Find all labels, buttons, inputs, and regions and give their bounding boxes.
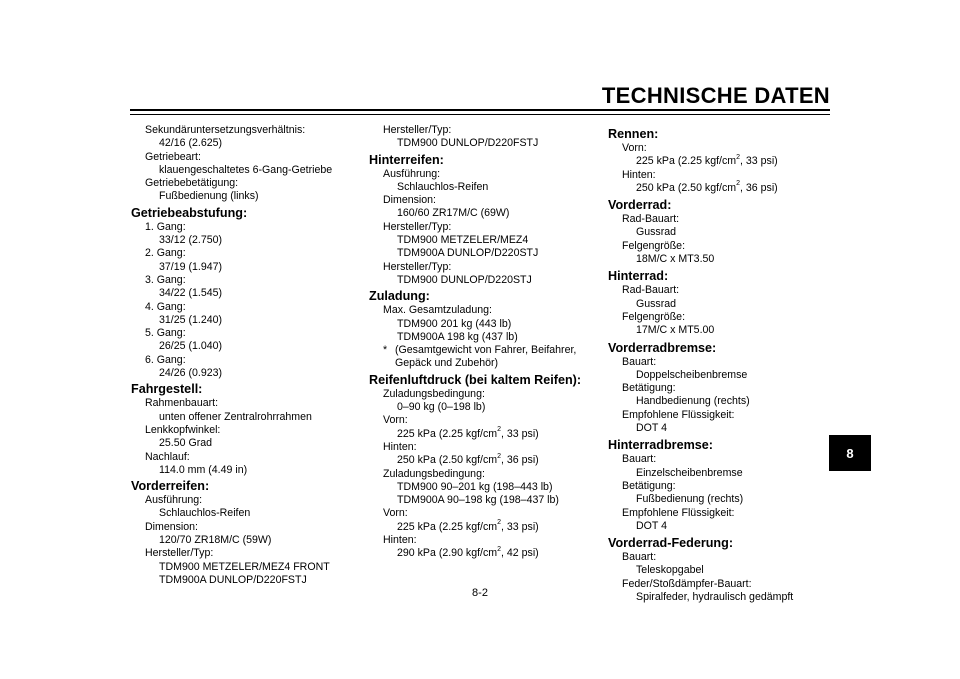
spec-label: Dimension: [383,194,436,207]
section-heading: Hinterreifen: [369,152,444,167]
spec-value: 114.0 mm (4.49 in) [159,463,248,476]
page-title: TECHNISCHE DATEN [601,83,830,108]
spec-value: Doppelscheibenbremse [636,368,748,381]
spec-value: Schlauchlos-Reifen [159,507,251,520]
spec-label: Vorn: [383,414,408,427]
spec-value: Einzelscheibenbremse [636,466,743,479]
spec-value: TDM900A DUNLOP/D220STJ [397,247,539,260]
spec-label: 4. Gang: [145,300,186,313]
spec-value: TDM900 DUNLOP/D220FSTJ [397,137,539,150]
section-heading: Fahrgestell: [131,382,203,397]
spec-value: TDM900A DUNLOP/D220FSTJ [159,573,307,586]
spec-label: Getriebeart: [145,150,201,163]
section-heading: Vorderrad-Federung: [608,536,734,551]
spec-value: 0–90 kg (0–198 lb) [397,401,486,414]
spec-label: Vorn: [383,507,408,520]
spec-value: 33/12 (2.750) [159,234,223,247]
spec-value: Spiralfeder, hydraulisch gedämpft [636,591,794,604]
spec-value: 225 kPa (2.25 kgf/$cm^2$, 33 psi) [397,519,539,533]
spec-label: Empfohlene Flüssigkeit: [622,408,735,421]
spec-label: Betätigung: [622,479,676,492]
footnote-marker: * [383,344,388,357]
footnote-text: (Gesamtgewicht von Fahrer, Beifahrer, Gepäck und Zubehör) [395,344,577,370]
spec-label: Dimension: [145,520,198,533]
spec-label: Rad-Bauart: [622,284,680,297]
spec-label: Vorn: [622,142,647,154]
spec-value: 26/25 (1.040) [159,340,223,353]
spec-label: Hersteller/Typ: [383,220,452,233]
section-heading: Vorderradbremse: [608,340,717,355]
spec-label: Lenkkopfwinkel: [145,423,221,436]
spec-label: Hinten: [622,168,656,181]
spec-value: 250 kPa (2.50 kgf/$cm^2$, 36 psi) [636,180,778,194]
spec-value: TDM900 90–201 kg (198–443 lb) [397,480,553,493]
spec-value: Fußbedienung (rechts) [636,493,744,506]
spec-label: Ausführung: [145,494,203,507]
spec-value: 17M/C x MT5.00 [636,324,715,337]
spec-label: Felgengröße: [622,239,686,252]
header-rule-thick [130,109,830,111]
spec-value: 24/26 (0.923) [159,367,223,380]
spec-label: 2. Gang: [145,247,186,260]
spec-label: Hinten: [383,440,417,453]
spec-label: Hersteller/Typ: [145,547,214,560]
spec-value: unten offener Zentralrohrrahmen [159,410,312,423]
spec-value: TDM900A 90–198 kg (198–437 lb) [397,494,559,507]
spec-value: 25.50 Grad [159,437,213,450]
spec-label: Sekundäruntersetzungsverhältnis: [145,124,306,136]
spec-label: Rahmenbauart: [145,397,219,410]
section-heading: Getriebeabstufung: [131,205,248,220]
section-heading: Hinterradbremse: [608,438,713,453]
spec-label: Bauart: [622,453,657,466]
spec-label: 5. Gang: [145,327,186,340]
spec-label: Zuladungsbedingung: [383,467,485,480]
spec-label: Felgengröße: [622,310,686,323]
spec-label: Getriebebetätigung: [145,177,239,190]
spec-value: 34/22 (1.545) [159,287,223,300]
spec-value: TDM900 DUNLOP/D220STJ [397,273,532,286]
footnote [369,344,594,371]
spec-label: 6. Gang: [145,353,186,366]
spec-label: Zuladungsbedingung: [383,387,485,400]
spec-value: 290 kPa (2.90 kgf/$cm^2$, 42 psi) [397,545,539,560]
spec-value: Gussrad [636,297,677,310]
section-heading: Zuladung: [369,289,430,304]
spec-value: 37/19 (1.947) [159,260,223,273]
spec-label: Max. Gesamtzuladung: [383,304,492,317]
spec-value: 250 kPa (2.50 kgf/$cm^2$, 36 psi) [397,452,539,467]
spec-value: 31/25 (1.240) [159,313,223,326]
spec-label: Nachlauf: [145,450,190,463]
spec-label: Feder/Stoßdämpfer-Bauart: [622,577,752,590]
spec-value: Gussrad [636,226,677,239]
spec-value: TDM900 METZELER/MEZ4 [397,234,529,247]
column-middle [369,124,594,561]
spec-value: 160/60 ZR17M/C (69W) [397,207,510,220]
spec-value: TDM900 201 kg (443 lb) [397,317,512,330]
spec-value: DOT 4 [636,519,668,532]
section-heading: Hinterrad: [608,269,669,284]
section-heading: Reifenluftdruck (bei kaltem Reifen): [369,372,582,387]
spec-value: TDM900 METZELER/MEZ4 FRONT [159,560,330,573]
spec-value: TDM900A 198 kg (437 lb) [397,330,518,343]
spec-label: Hinten: [383,534,417,547]
spec-value: Teleskopgabel [636,564,704,577]
column-left [131,124,356,587]
spec-value: 42/16 (2.625) [159,137,223,150]
spec-value: klauengeschaltetes 6-Gang-Getriebe [159,163,333,176]
spec-label: Hersteller/Typ: [383,260,452,273]
column-right [608,124,833,604]
spec-label: Empfohlene Flüssigkeit: [622,506,735,519]
section-heading: Vorderrad: [608,198,672,213]
spec-label: 1. Gang: [145,220,186,233]
spec-value: Handbedienung (rechts) [636,395,750,408]
spec-label: Bauart: [622,355,657,368]
spec-label: Ausführung: [383,167,441,180]
spec-label: Rad-Bauart: [622,213,680,226]
spec-value: Fußbedienung (links) [159,190,259,203]
spec-value: 225 kPa (2.25 kgf/$cm^2$, 33 psi) [636,153,778,168]
page-number: 8-2 [472,587,488,599]
section-heading: Rennen: [608,127,659,141]
spec-value: 120/70 ZR18M/C (59W) [159,534,272,547]
spec-label: 3. Gang: [145,273,186,286]
section-heading: Vorderreifen: [131,479,210,494]
spec-value: Schlauchlos-Reifen [397,180,489,193]
spec-value: 225 kPa (2.25 kgf/$cm^2$, 33 psi) [397,426,539,440]
section-tab: 8 [829,435,871,471]
spec-label: Hersteller/Typ: [383,124,452,136]
spec-value: DOT 4 [636,422,668,435]
spec-label: Bauart: [622,551,657,564]
spec-label: Betätigung: [622,382,676,395]
header-rule-thin [130,114,830,115]
spec-value: 18M/C x MT3.50 [636,253,715,266]
